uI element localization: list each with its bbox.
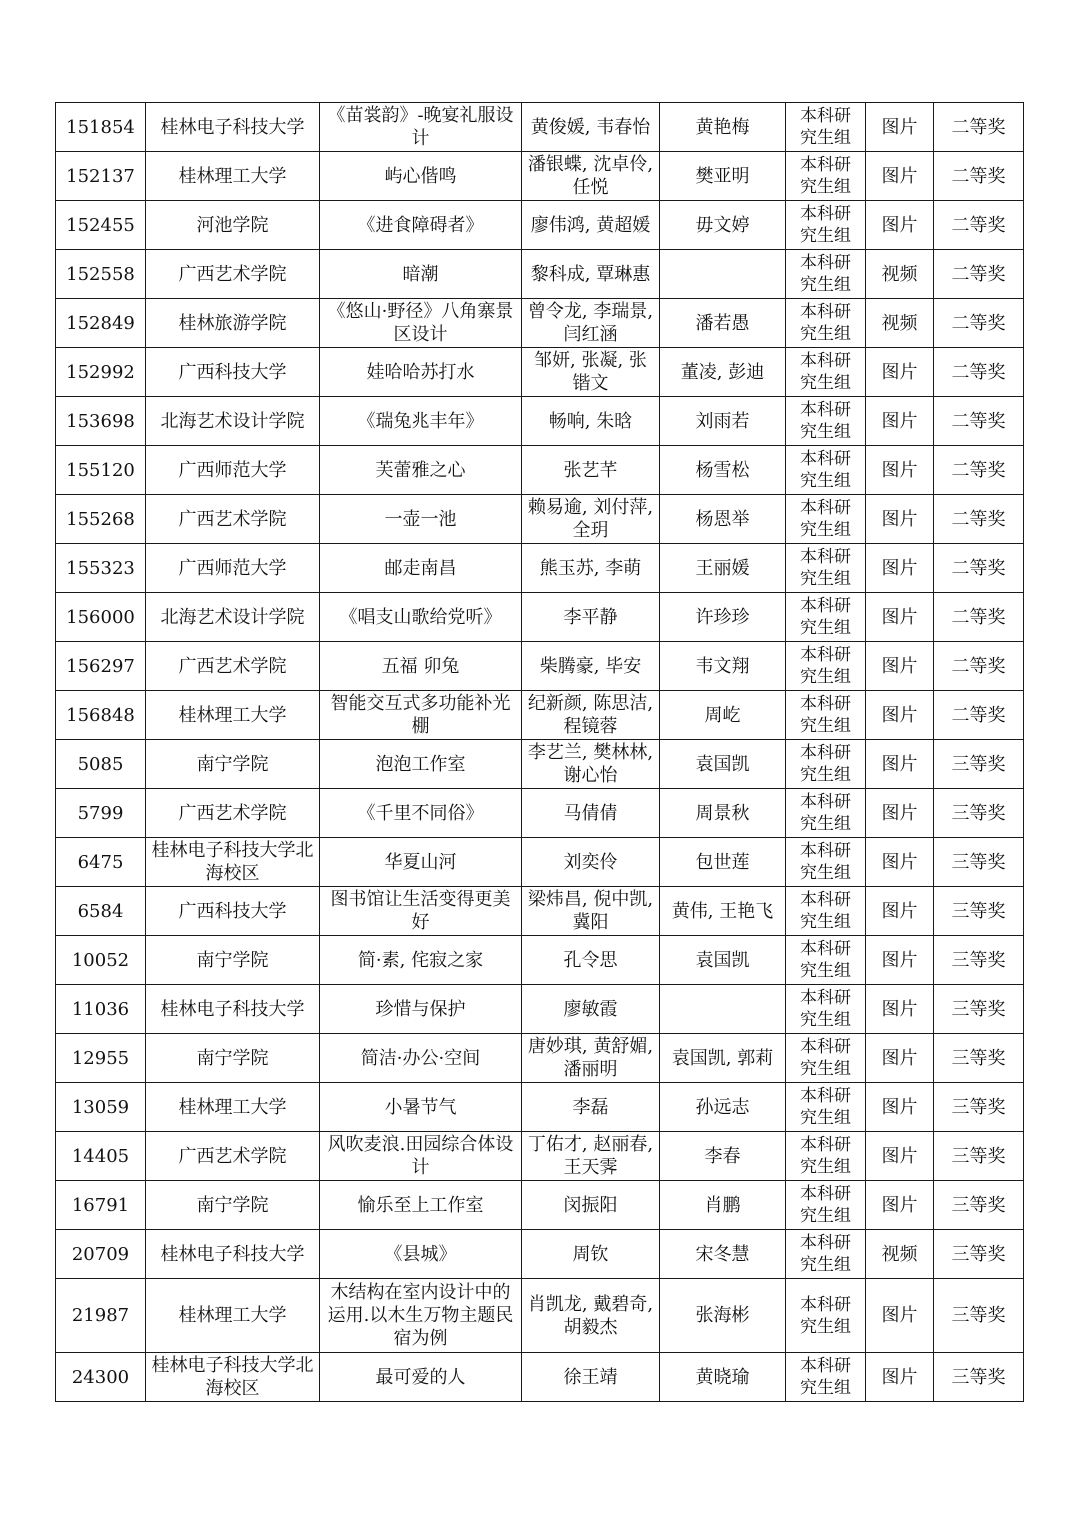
authors-cell: 柴腾豪, 毕安 bbox=[522, 642, 660, 691]
table-row bbox=[56, 250, 1024, 299]
authors-cell: 畅响, 朱晗 bbox=[522, 397, 660, 446]
award-cell: 二等奖 bbox=[934, 544, 1024, 593]
school-cell: 南宁学院 bbox=[146, 936, 320, 985]
work-type-cell: 图片 bbox=[866, 789, 934, 838]
work-title-cell: 愉乐至上工作室 bbox=[320, 1181, 522, 1230]
table-row bbox=[56, 789, 1024, 838]
entry-id-cell: 14405 bbox=[56, 1132, 146, 1181]
advisor-cell: 黄艳梅 bbox=[660, 103, 786, 152]
entry-id-cell: 156000 bbox=[56, 593, 146, 642]
group-cell: 本科研究生组 bbox=[786, 1034, 866, 1083]
work-type-cell: 图片 bbox=[866, 1132, 934, 1181]
work-title-cell: 珍惜与保护 bbox=[320, 985, 522, 1034]
table-row bbox=[56, 936, 1024, 985]
group-cell: 本科研究生组 bbox=[786, 887, 866, 936]
work-type-cell: 图片 bbox=[866, 936, 934, 985]
group-cell: 本科研究生组 bbox=[786, 985, 866, 1034]
authors-cell: 李艺兰, 樊林林, 谢心怡 bbox=[522, 740, 660, 789]
work-title-cell: 《进食障碍者》 bbox=[320, 201, 522, 250]
award-cell: 二等奖 bbox=[934, 201, 1024, 250]
group-cell: 本科研究生组 bbox=[786, 495, 866, 544]
award-cell: 三等奖 bbox=[934, 1132, 1024, 1181]
advisor-cell: 樊亚明 bbox=[660, 152, 786, 201]
table-row bbox=[56, 1230, 1024, 1279]
advisor-cell: 袁国凯, 郭莉 bbox=[660, 1034, 786, 1083]
entry-id-cell: 152849 bbox=[56, 299, 146, 348]
table-row bbox=[56, 838, 1024, 887]
school-cell: 广西艺术学院 bbox=[146, 250, 320, 299]
authors-cell: 孔令思 bbox=[522, 936, 660, 985]
award-cell: 三等奖 bbox=[934, 1279, 1024, 1353]
authors-cell: 徐王靖 bbox=[522, 1353, 660, 1402]
school-cell: 广西艺术学院 bbox=[146, 1132, 320, 1181]
entry-id-cell: 155323 bbox=[56, 544, 146, 593]
work-type-cell: 图片 bbox=[866, 1181, 934, 1230]
award-cell: 二等奖 bbox=[934, 446, 1024, 495]
work-title-cell: 邮走南昌 bbox=[320, 544, 522, 593]
work-title-cell: 《苗裳韵》-晚宴礼服设计 bbox=[320, 103, 522, 152]
work-title-cell: 娃哈哈苏打水 bbox=[320, 348, 522, 397]
authors-cell: 丁佑才, 赵丽春, 王天霁 bbox=[522, 1132, 660, 1181]
award-cell: 二等奖 bbox=[934, 642, 1024, 691]
table-row bbox=[56, 1181, 1024, 1230]
group-cell: 本科研究生组 bbox=[786, 544, 866, 593]
advisor-cell: 孙远志 bbox=[660, 1083, 786, 1132]
work-type-cell: 图片 bbox=[866, 397, 934, 446]
entry-id-cell: 13059 bbox=[56, 1083, 146, 1132]
school-cell: 桂林电子科技大学 bbox=[146, 1230, 320, 1279]
work-title-cell: 暗潮 bbox=[320, 250, 522, 299]
table-row bbox=[56, 1083, 1024, 1132]
work-type-cell: 图片 bbox=[866, 1083, 934, 1132]
award-cell: 二等奖 bbox=[934, 250, 1024, 299]
school-cell: 广西科技大学 bbox=[146, 887, 320, 936]
entry-id-cell: 5799 bbox=[56, 789, 146, 838]
entry-id-cell: 5085 bbox=[56, 740, 146, 789]
school-cell: 广西艺术学院 bbox=[146, 642, 320, 691]
entry-id-cell: 152558 bbox=[56, 250, 146, 299]
group-cell: 本科研究生组 bbox=[786, 152, 866, 201]
authors-cell: 廖敏霞 bbox=[522, 985, 660, 1034]
advisor-cell: 刘雨若 bbox=[660, 397, 786, 446]
group-cell: 本科研究生组 bbox=[786, 1083, 866, 1132]
table-row bbox=[56, 544, 1024, 593]
work-type-cell: 图片 bbox=[866, 1279, 934, 1353]
advisor-cell: 周景秋 bbox=[660, 789, 786, 838]
table-row bbox=[56, 446, 1024, 495]
advisor-cell: 王丽媛 bbox=[660, 544, 786, 593]
authors-cell: 刘奕伶 bbox=[522, 838, 660, 887]
group-cell: 本科研究生组 bbox=[786, 250, 866, 299]
work-type-cell: 图片 bbox=[866, 544, 934, 593]
group-cell: 本科研究生组 bbox=[786, 691, 866, 740]
school-cell: 桂林理工大学 bbox=[146, 1083, 320, 1132]
group-cell: 本科研究生组 bbox=[786, 103, 866, 152]
work-title-cell: 简洁·办公·空间 bbox=[320, 1034, 522, 1083]
table-row bbox=[56, 103, 1024, 152]
work-type-cell: 图片 bbox=[866, 1034, 934, 1083]
school-cell: 桂林电子科技大学北海校区 bbox=[146, 838, 320, 887]
work-type-cell: 图片 bbox=[866, 593, 934, 642]
entry-id-cell: 153698 bbox=[56, 397, 146, 446]
group-cell: 本科研究生组 bbox=[786, 1279, 866, 1353]
award-cell: 二等奖 bbox=[934, 299, 1024, 348]
work-type-cell: 图片 bbox=[866, 201, 934, 250]
work-title-cell: 一壶一池 bbox=[320, 495, 522, 544]
work-type-cell: 图片 bbox=[866, 152, 934, 201]
table-row bbox=[56, 1034, 1024, 1083]
work-type-cell: 图片 bbox=[866, 691, 934, 740]
award-cell: 二等奖 bbox=[934, 348, 1024, 397]
award-cell: 二等奖 bbox=[934, 495, 1024, 544]
authors-cell: 熊玉苏, 李萌 bbox=[522, 544, 660, 593]
entry-id-cell: 155120 bbox=[56, 446, 146, 495]
school-cell: 桂林电子科技大学北海校区 bbox=[146, 1353, 320, 1402]
advisor-cell: 黄伟, 王艳飞 bbox=[660, 887, 786, 936]
authors-cell: 梁炜昌, 倪中凯, 冀阳 bbox=[522, 887, 660, 936]
table-row bbox=[56, 740, 1024, 789]
authors-cell: 廖伟鸿, 黄超媛 bbox=[522, 201, 660, 250]
school-cell: 南宁学院 bbox=[146, 1181, 320, 1230]
award-cell: 三等奖 bbox=[934, 1034, 1024, 1083]
advisor-cell: 毋文婷 bbox=[660, 201, 786, 250]
entry-id-cell: 152137 bbox=[56, 152, 146, 201]
advisor-cell: 韦文翔 bbox=[660, 642, 786, 691]
award-cell: 三等奖 bbox=[934, 936, 1024, 985]
award-cell: 三等奖 bbox=[934, 887, 1024, 936]
school-cell: 桂林电子科技大学 bbox=[146, 985, 320, 1034]
work-title-cell: 芙蕾雅之心 bbox=[320, 446, 522, 495]
school-cell: 桂林理工大学 bbox=[146, 691, 320, 740]
group-cell: 本科研究生组 bbox=[786, 593, 866, 642]
authors-cell: 曾令龙, 李瑞景, 闫红涵 bbox=[522, 299, 660, 348]
table-row bbox=[56, 299, 1024, 348]
advisor-cell: 许珍珍 bbox=[660, 593, 786, 642]
school-cell: 河池学院 bbox=[146, 201, 320, 250]
group-cell: 本科研究生组 bbox=[786, 642, 866, 691]
table-row bbox=[56, 691, 1024, 740]
group-cell: 本科研究生组 bbox=[786, 348, 866, 397]
entry-id-cell: 156297 bbox=[56, 642, 146, 691]
work-type-cell: 图片 bbox=[866, 348, 934, 397]
work-type-cell: 视频 bbox=[866, 299, 934, 348]
work-type-cell: 视频 bbox=[866, 1230, 934, 1279]
authors-cell: 赖易逾, 刘付萍, 全玥 bbox=[522, 495, 660, 544]
advisor-cell: 周屹 bbox=[660, 691, 786, 740]
work-type-cell: 图片 bbox=[866, 495, 934, 544]
entry-id-cell: 20709 bbox=[56, 1230, 146, 1279]
school-cell: 北海艺术设计学院 bbox=[146, 397, 320, 446]
work-title-cell: 《千里不同俗》 bbox=[320, 789, 522, 838]
work-title-cell: 图书馆让生活变得更美好 bbox=[320, 887, 522, 936]
advisor-cell: 李春 bbox=[660, 1132, 786, 1181]
advisor-cell bbox=[660, 985, 786, 1034]
authors-cell: 纪新颜, 陈思洁, 程镜蓉 bbox=[522, 691, 660, 740]
authors-cell: 马倩倩 bbox=[522, 789, 660, 838]
entry-id-cell: 21987 bbox=[56, 1279, 146, 1353]
advisor-cell bbox=[660, 250, 786, 299]
group-cell: 本科研究生组 bbox=[786, 299, 866, 348]
award-cell: 三等奖 bbox=[934, 740, 1024, 789]
table-row bbox=[56, 985, 1024, 1034]
group-cell: 本科研究生组 bbox=[786, 1181, 866, 1230]
entry-id-cell: 156848 bbox=[56, 691, 146, 740]
school-cell: 桂林理工大学 bbox=[146, 1279, 320, 1353]
authors-cell: 唐妙琪, 黄舒媚, 潘丽明 bbox=[522, 1034, 660, 1083]
award-cell: 二等奖 bbox=[934, 397, 1024, 446]
authors-cell: 黎科成, 覃琳惠 bbox=[522, 250, 660, 299]
work-title-cell: 风吹麦浪.田园综合体设计 bbox=[320, 1132, 522, 1181]
work-type-cell: 图片 bbox=[866, 838, 934, 887]
authors-cell: 闵振阳 bbox=[522, 1181, 660, 1230]
work-title-cell: 《瑞兔兆丰年》 bbox=[320, 397, 522, 446]
work-title-cell: 《唱支山歌给党听》 bbox=[320, 593, 522, 642]
entry-id-cell: 6475 bbox=[56, 838, 146, 887]
school-cell: 南宁学院 bbox=[146, 1034, 320, 1083]
award-cell: 三等奖 bbox=[934, 1083, 1024, 1132]
table-row bbox=[56, 201, 1024, 250]
work-type-cell: 视频 bbox=[866, 250, 934, 299]
school-cell: 桂林理工大学 bbox=[146, 152, 320, 201]
table-row bbox=[56, 152, 1024, 201]
award-cell: 三等奖 bbox=[934, 985, 1024, 1034]
entry-id-cell: 11036 bbox=[56, 985, 146, 1034]
group-cell: 本科研究生组 bbox=[786, 1230, 866, 1279]
table-row bbox=[56, 887, 1024, 936]
work-type-cell: 图片 bbox=[866, 103, 934, 152]
entry-id-cell: 10052 bbox=[56, 936, 146, 985]
table-row bbox=[56, 642, 1024, 691]
advisor-cell: 杨恩举 bbox=[660, 495, 786, 544]
advisor-cell: 张海彬 bbox=[660, 1279, 786, 1353]
table-row bbox=[56, 397, 1024, 446]
advisor-cell: 潘若愚 bbox=[660, 299, 786, 348]
award-cell: 二等奖 bbox=[934, 103, 1024, 152]
work-title-cell: 五福 卯兔 bbox=[320, 642, 522, 691]
entry-id-cell: 151854 bbox=[56, 103, 146, 152]
award-table bbox=[55, 102, 1024, 1402]
advisor-cell: 袁国凯 bbox=[660, 936, 786, 985]
award-cell: 三等奖 bbox=[934, 1353, 1024, 1402]
work-type-cell: 图片 bbox=[866, 887, 934, 936]
group-cell: 本科研究生组 bbox=[786, 789, 866, 838]
school-cell: 桂林旅游学院 bbox=[146, 299, 320, 348]
group-cell: 本科研究生组 bbox=[786, 1132, 866, 1181]
work-type-cell: 图片 bbox=[866, 446, 934, 495]
award-cell: 三等奖 bbox=[934, 838, 1024, 887]
table-row bbox=[56, 1353, 1024, 1402]
award-cell: 三等奖 bbox=[934, 1181, 1024, 1230]
school-cell: 广西师范大学 bbox=[146, 446, 320, 495]
award-cell: 二等奖 bbox=[934, 691, 1024, 740]
work-title-cell: 小暑节气 bbox=[320, 1083, 522, 1132]
authors-cell: 周钦 bbox=[522, 1230, 660, 1279]
work-type-cell: 图片 bbox=[866, 985, 934, 1034]
school-cell: 广西科技大学 bbox=[146, 348, 320, 397]
work-title-cell: 简·素, 侘寂之家 bbox=[320, 936, 522, 985]
table-row bbox=[56, 495, 1024, 544]
table-row bbox=[56, 348, 1024, 397]
group-cell: 本科研究生组 bbox=[786, 397, 866, 446]
advisor-cell: 肖鹏 bbox=[660, 1181, 786, 1230]
entry-id-cell: 24300 bbox=[56, 1353, 146, 1402]
authors-cell: 张艺芊 bbox=[522, 446, 660, 495]
entry-id-cell: 6584 bbox=[56, 887, 146, 936]
work-title-cell: 《县城》 bbox=[320, 1230, 522, 1279]
group-cell: 本科研究生组 bbox=[786, 1353, 866, 1402]
school-cell: 广西艺术学院 bbox=[146, 789, 320, 838]
entry-id-cell: 155268 bbox=[56, 495, 146, 544]
table-row bbox=[56, 1132, 1024, 1181]
school-cell: 北海艺术设计学院 bbox=[146, 593, 320, 642]
school-cell: 广西师范大学 bbox=[146, 544, 320, 593]
advisor-cell: 包世莲 bbox=[660, 838, 786, 887]
authors-cell: 肖凯龙, 戴碧奇, 胡毅杰 bbox=[522, 1279, 660, 1353]
award-cell: 三等奖 bbox=[934, 1230, 1024, 1279]
work-title-cell: 屿心偕鸣 bbox=[320, 152, 522, 201]
authors-cell: 潘银蝶, 沈卓伶, 任悦 bbox=[522, 152, 660, 201]
work-type-cell: 图片 bbox=[866, 740, 934, 789]
group-cell: 本科研究生组 bbox=[786, 446, 866, 495]
advisor-cell: 宋冬慧 bbox=[660, 1230, 786, 1279]
school-cell: 广西艺术学院 bbox=[146, 495, 320, 544]
table-row bbox=[56, 593, 1024, 642]
table-row bbox=[56, 1279, 1024, 1353]
award-cell: 三等奖 bbox=[934, 789, 1024, 838]
work-type-cell: 图片 bbox=[866, 1353, 934, 1402]
work-title-cell: 智能交互式多功能补光棚 bbox=[320, 691, 522, 740]
advisor-cell: 杨雪松 bbox=[660, 446, 786, 495]
entry-id-cell: 16791 bbox=[56, 1181, 146, 1230]
table-body bbox=[56, 103, 1024, 1402]
work-title-cell: 木结构在室内设计中的运用.以木生万物主题民宿为例 bbox=[320, 1279, 522, 1353]
school-cell: 南宁学院 bbox=[146, 740, 320, 789]
entry-id-cell: 12955 bbox=[56, 1034, 146, 1083]
authors-cell: 黄俊媛, 韦春怡 bbox=[522, 103, 660, 152]
work-title-cell: 最可爱的人 bbox=[320, 1353, 522, 1402]
school-cell: 桂林电子科技大学 bbox=[146, 103, 320, 152]
award-cell: 二等奖 bbox=[934, 593, 1024, 642]
entry-id-cell: 152455 bbox=[56, 201, 146, 250]
advisor-cell: 董凌, 彭迪 bbox=[660, 348, 786, 397]
authors-cell: 李平静 bbox=[522, 593, 660, 642]
award-cell: 二等奖 bbox=[934, 152, 1024, 201]
entry-id-cell: 152992 bbox=[56, 348, 146, 397]
work-title-cell: 泡泡工作室 bbox=[320, 740, 522, 789]
group-cell: 本科研究生组 bbox=[786, 838, 866, 887]
advisor-cell: 黄晓瑜 bbox=[660, 1353, 786, 1402]
group-cell: 本科研究生组 bbox=[786, 936, 866, 985]
work-type-cell: 图片 bbox=[866, 642, 934, 691]
authors-cell: 邹妍, 张凝, 张锴文 bbox=[522, 348, 660, 397]
advisor-cell: 袁国凯 bbox=[660, 740, 786, 789]
authors-cell: 李磊 bbox=[522, 1083, 660, 1132]
work-title-cell: 华夏山河 bbox=[320, 838, 522, 887]
group-cell: 本科研究生组 bbox=[786, 740, 866, 789]
work-title-cell: 《悠山·野径》八角寨景区设计 bbox=[320, 299, 522, 348]
group-cell: 本科研究生组 bbox=[786, 201, 866, 250]
